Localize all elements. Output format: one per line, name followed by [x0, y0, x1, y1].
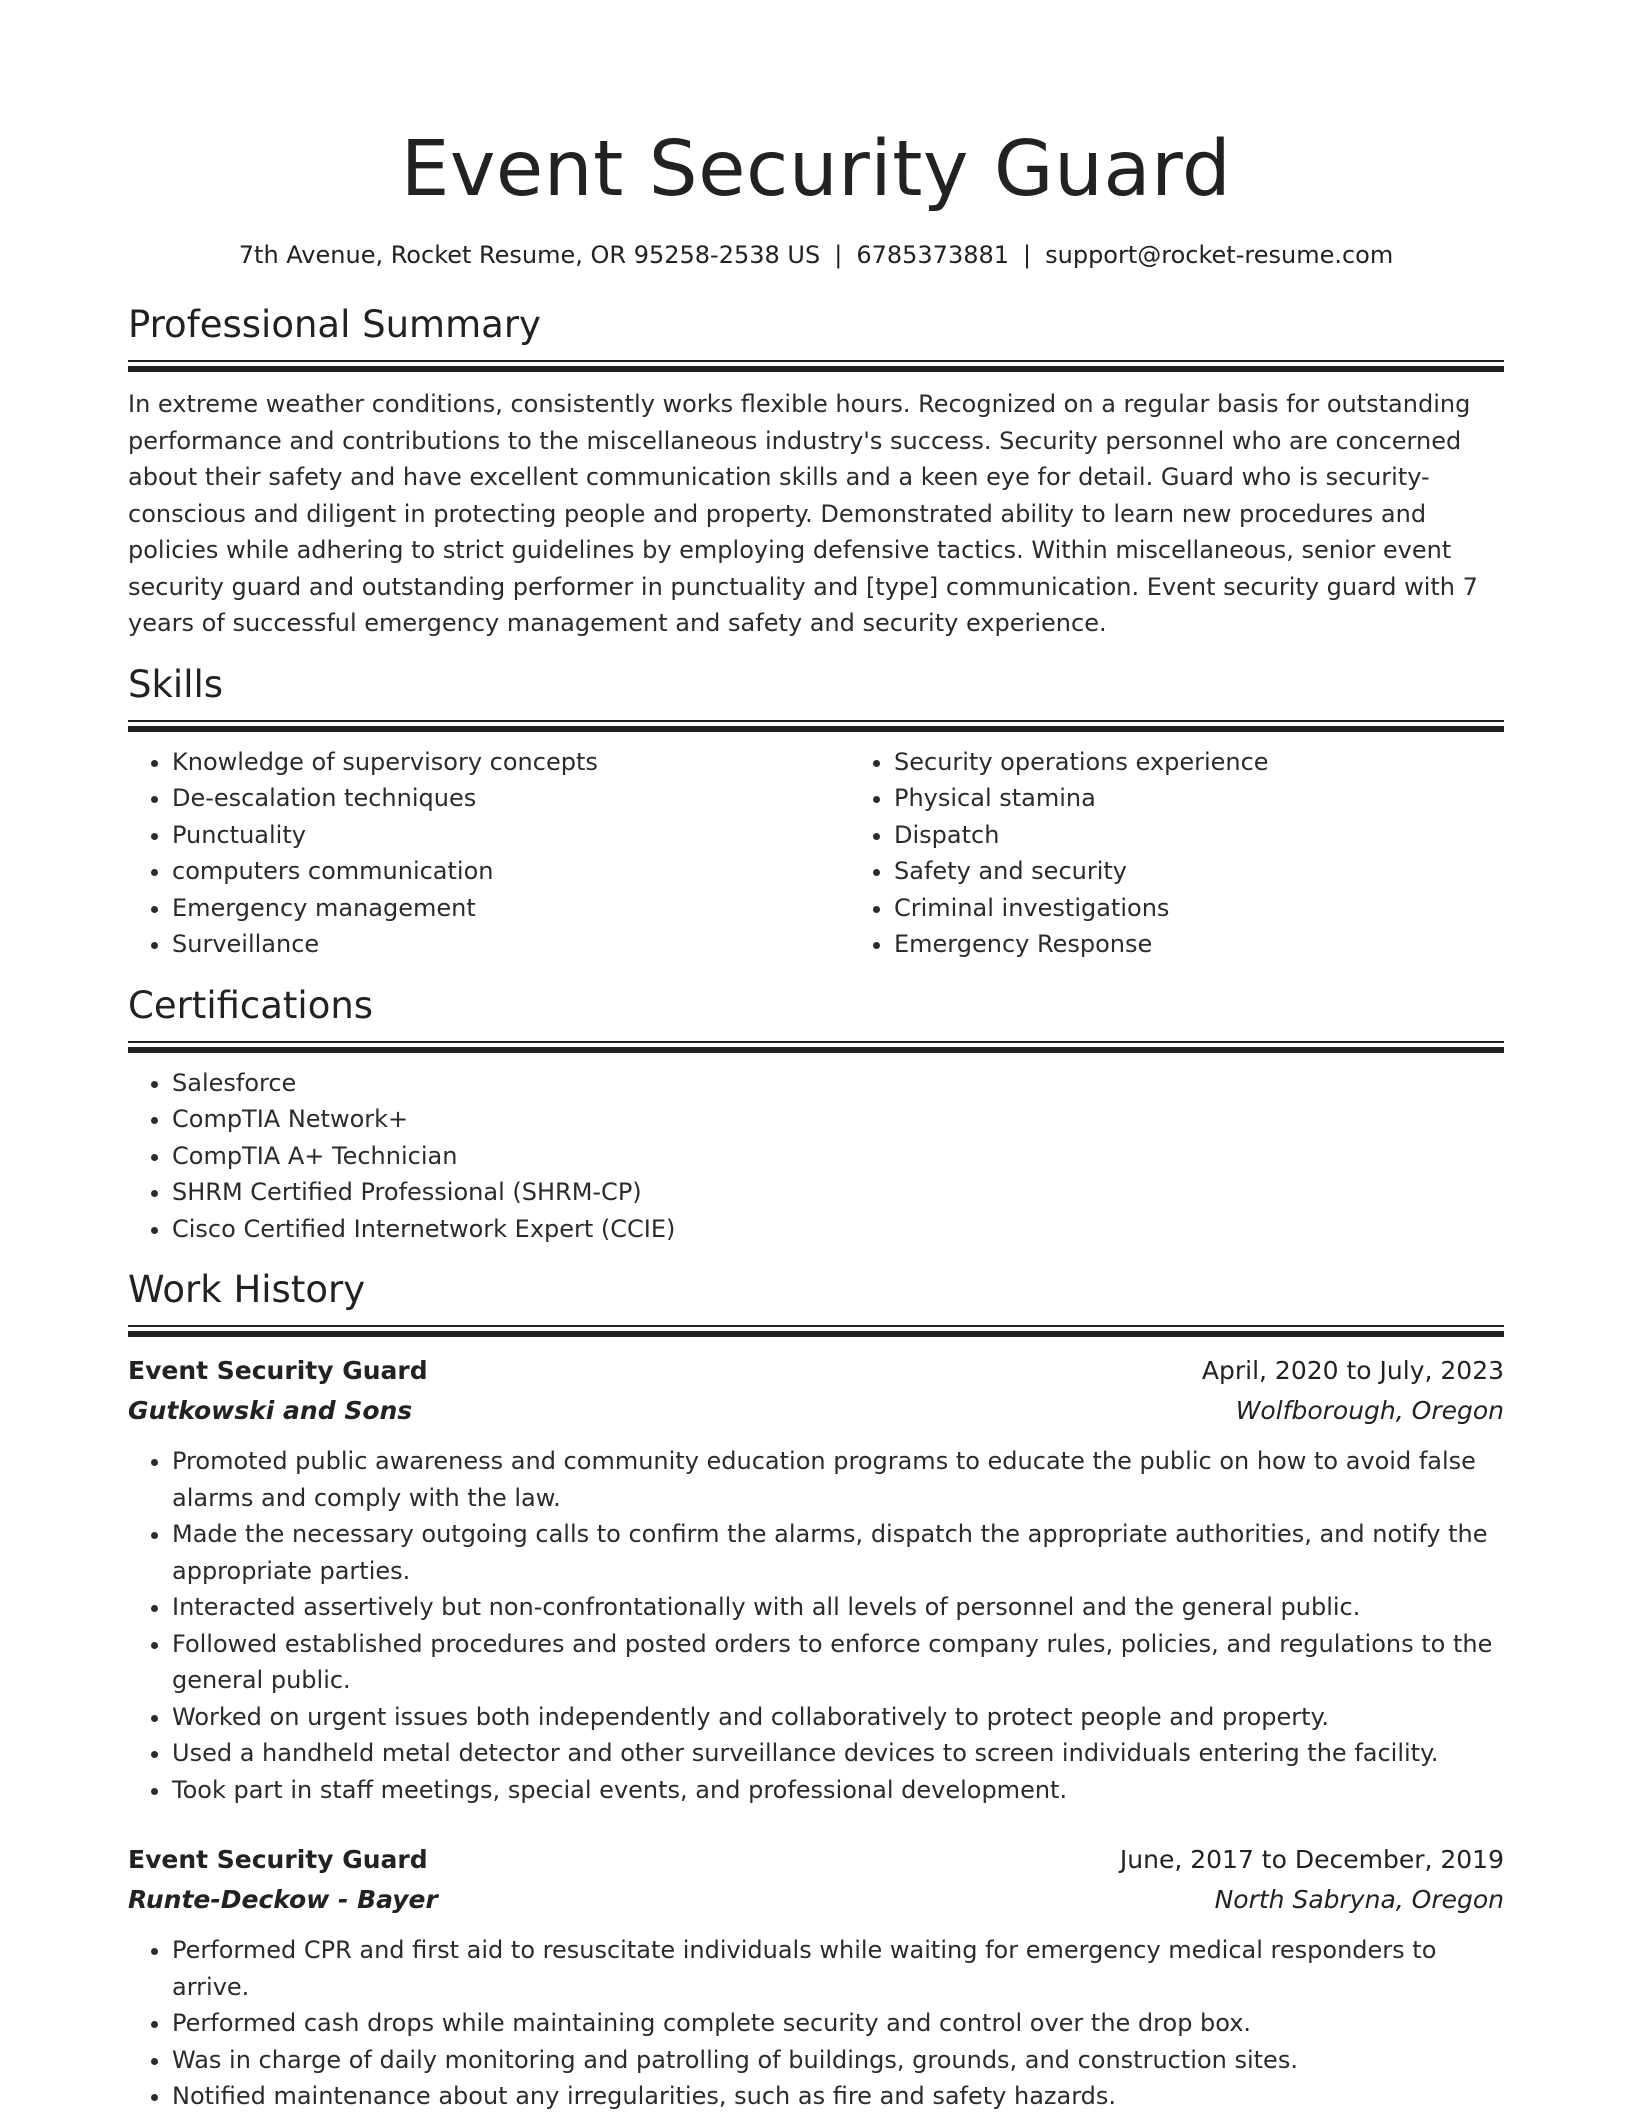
certification-item: • CompTIA A+ Technician	[172, 1138, 1504, 1175]
job-bullet: • Performed cash drops while maintaining complete security and control over the drop box.	[172, 2005, 1504, 2042]
skill-item: • Punctuality	[172, 817, 850, 854]
skills-list-right	[850, 744, 1504, 963]
skill-item: • Knowledge of supervisory concepts	[172, 744, 850, 781]
job-bullet: • Worked on urgent issues both independently and collaboratively to protect people and property.	[172, 1699, 1504, 1736]
job-bullet: • Performed CPR and first aid to resuscitate individuals while waiting for emergency medical responders to arrive.	[172, 1932, 1504, 2005]
section-divider	[128, 1041, 1504, 1051]
skill-item: • Surveillance	[172, 926, 850, 963]
job-header-row	[128, 1351, 1504, 1391]
section-heading: Skills	[128, 662, 224, 706]
job-bullet: • Took part in staff meetings, special events, and professional development.	[172, 1772, 1504, 1809]
section-divider	[128, 1325, 1504, 1335]
skill-item: • Dispatch	[894, 817, 1504, 854]
job-bullet: • Was in charge of daily monitoring and patrolling of buildings, grounds, and construction sites.	[172, 2042, 1504, 2079]
job-company: Gutkowski and Sons	[128, 1396, 413, 1425]
job-bullet: • Followed established procedures and posted orders to enforce company rules, policies, and regulations to the general public.	[172, 1626, 1504, 1699]
contact-address: 7th Avenue, Rocket Resume, OR 95258-2538 US	[238, 241, 821, 269]
contact-line	[128, 240, 1504, 270]
skills-list-left	[128, 744, 850, 963]
section-work-history	[128, 1267, 1504, 2115]
job-bullet: • Notified maintenance about any irregularities, such as fire and safety hazards.	[172, 2078, 1504, 2115]
skill-item: • computers communication	[172, 853, 850, 890]
job-header-row	[128, 1840, 1504, 1880]
section-heading: Professional Summary	[128, 303, 541, 346]
contact-email[interactable]: support@rocket-resume.com	[1045, 241, 1394, 269]
skill-item: • Emergency Response	[894, 926, 1504, 963]
contact-phone[interactable]: 6785373881	[856, 241, 1010, 269]
section-heading: Certifications	[128, 983, 374, 1027]
job-location: Wolfborough, Oregon	[1235, 1396, 1504, 1425]
job-entry	[128, 1840, 1504, 2115]
certification-item: • Salesforce	[172, 1065, 1504, 1102]
section-divider	[128, 360, 1504, 370]
certification-item: • Cisco Certified Internetwork Expert (CCIE)	[172, 1211, 1504, 1248]
section-heading: Work History	[128, 1268, 366, 1311]
certification-item: • SHRM Certified Professional (SHRM-CP)	[172, 1174, 1504, 1211]
section-certifications	[128, 983, 1504, 1248]
skill-item: • Criminal investigations	[894, 890, 1504, 927]
job-bullets	[128, 1443, 1504, 1808]
job-title: Event Security Guard	[128, 1356, 428, 1385]
job-entry	[128, 1351, 1504, 1808]
skill-item: • Safety and security	[894, 853, 1504, 890]
contact-separator: |	[834, 241, 843, 269]
section-professional-summary	[128, 302, 1504, 642]
section-skills	[128, 662, 1504, 963]
job-company-row	[128, 1880, 1504, 1920]
job-dates: June, 2017 to December, 2019	[1119, 1845, 1504, 1874]
skill-item: • Security operations experience	[894, 744, 1504, 781]
job-bullet: • Used a handheld metal detector and other surveillance devices to screen individuals entering the facility.	[172, 1735, 1504, 1772]
skill-item: • Emergency management	[172, 890, 850, 927]
job-company: Runte-Deckow - Bayer	[128, 1885, 438, 1914]
job-bullet: • Made the necessary outgoing calls to confirm the alarms, dispatch the appropriate authorities, and notify the appropriate parties.	[172, 1516, 1504, 1589]
resume-title: Event Security Guard	[400, 125, 1232, 214]
certification-item: • CompTIA Network+	[172, 1101, 1504, 1138]
skills-columns	[128, 744, 1504, 963]
job-bullet: • Promoted public awareness and community education programs to educate the public on how to avoid false alarms and comply with the law.	[172, 1443, 1504, 1516]
section-divider	[128, 720, 1504, 730]
certifications-list	[128, 1065, 1504, 1248]
summary-text: In extreme weather conditions, consistently works flexible hours. Recognized on a regular basis for outstanding performance and contributions to the miscellaneous industry's success. Security personnel who are concerned about their safety and have excellent communication skills and a keen eye for detail. Guard who is security-conscious and diligent in protecting people and property. Demonstrated ability to learn new procedures and policies while adhering to strict guidelines by employing defensive tactics. Within miscellaneous, senior event security guard and outstanding performer in punctuality and [type] communication. Event security guard with 7 years of successful emergency management and safety and security experience.	[128, 390, 1478, 637]
job-company-row	[128, 1391, 1504, 1431]
job-dates: April, 2020 to July, 2023	[1201, 1356, 1504, 1385]
job-bullets	[128, 1932, 1504, 2115]
contact-separator: |	[1023, 241, 1032, 269]
skill-item: • Physical stamina	[894, 780, 1504, 817]
job-title: Event Security Guard	[128, 1845, 428, 1874]
job-bullet: • Interacted assertively but non-confrontationally with all levels of personnel and the general public.	[172, 1589, 1504, 1626]
job-location: North Sabryna, Oregon	[1214, 1885, 1504, 1914]
skill-item: • De-escalation techniques	[172, 780, 850, 817]
